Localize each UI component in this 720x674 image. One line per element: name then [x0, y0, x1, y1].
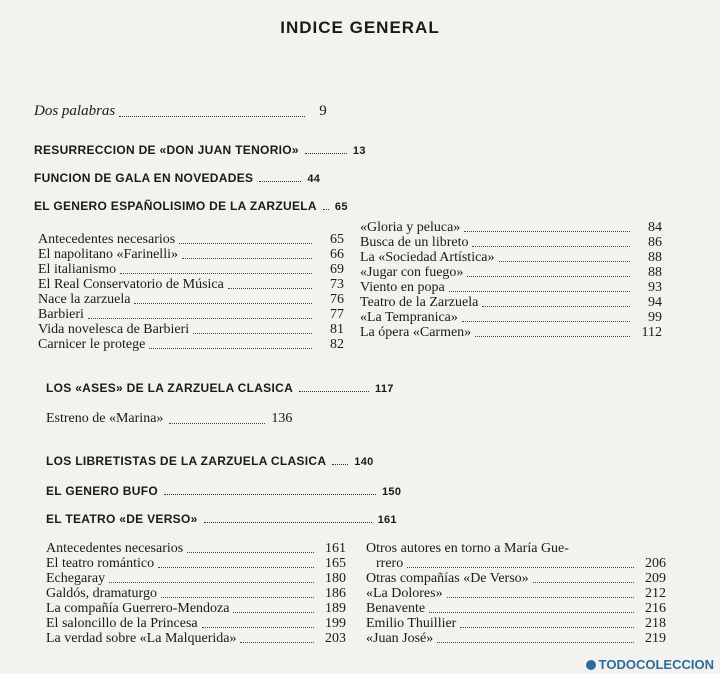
zarzuela-right-list: [360, 220, 662, 340]
ases-entry: [46, 411, 292, 427]
list-item: El italianismo 69: [38, 262, 344, 277]
list-item: Otros autores en torno a María Gue-: [366, 541, 569, 556]
intro-entry: [34, 103, 334, 120]
list-item: Vida novelesca de Barbieri 81: [38, 322, 344, 337]
list-item: Viento en popa 93: [360, 280, 662, 295]
section-heading: [34, 199, 348, 213]
list-item: Antecedentes necesarios 161: [46, 541, 346, 556]
section-label: FUNCION DE GALA EN NOVEDADES: [34, 171, 254, 185]
section-heading: [34, 171, 320, 185]
list-item: Antecedentes necesarios 65: [38, 232, 344, 247]
list-item: «La Dolores» 212: [366, 586, 666, 601]
section-heading: [46, 484, 401, 498]
watermark-logo: TODOCOLECCION: [586, 657, 714, 672]
verso-left-list: [46, 541, 346, 646]
list-item: El saloncillo de la Princesa 199: [46, 616, 346, 631]
leader-dots: [332, 464, 348, 465]
list-item: El Real Conservatorio de Música 73: [38, 277, 344, 292]
section-heading: [46, 381, 394, 395]
leader-dots: [169, 423, 265, 424]
leader-dots: [204, 522, 372, 523]
section-heading: [46, 512, 397, 526]
page-title: INDICE GENERAL: [280, 18, 440, 37]
list-item: Otras compañías «De Verso» 209: [366, 571, 666, 586]
section-page: 117: [375, 383, 394, 395]
leader-dots: [119, 115, 305, 117]
section-page: 65: [334, 201, 348, 213]
leader-dots: [259, 181, 301, 182]
list-item: «Jugar con fuego» 88: [360, 265, 662, 280]
list-item: Teatro de la Zarzuela 94: [360, 295, 662, 310]
list-item: Galdós, dramaturgo 186: [46, 586, 346, 601]
entry-label: Estreno de «Marina»: [46, 411, 164, 426]
list-item: El teatro romántico 165: [46, 556, 346, 571]
section-label: EL TEATRO «DE VERSO»: [46, 512, 198, 526]
section-label: EL GENERO BUFO: [46, 484, 158, 498]
entry-page: 136: [271, 411, 293, 426]
list-item: La verdad sobre «La Malquerida» 203: [46, 631, 346, 646]
list-item: rrero 206: [376, 556, 666, 571]
list-item: Busca de un libreto 86: [360, 235, 662, 250]
verso-right-list: [366, 541, 666, 646]
list-item: Carnicer le protege 82: [38, 337, 344, 352]
list-item: Emilio Thuillier 218: [366, 616, 666, 631]
leader-dots: [305, 153, 347, 154]
list-item: «Gloria y peluca» 84: [360, 220, 662, 235]
section-page: 13: [352, 145, 366, 157]
section-label: EL GENERO ESPAÑOLISIMO DE LA ZARZUELA: [34, 199, 317, 213]
leader-dots: [323, 209, 329, 210]
zarzuela-left-list: [38, 232, 344, 352]
list-item: La ópera «Carmen» 112: [360, 325, 662, 340]
logo-dot-icon: [586, 660, 596, 670]
section-label: LOS LIBRETISTAS DE LA ZARZUELA CLASICA: [46, 454, 327, 468]
leader-dots: [164, 494, 376, 495]
list-item: El napolitano «Farinelli» 66: [38, 247, 344, 262]
list-item: «Juan José» 219: [366, 631, 666, 646]
section-page: 44: [307, 173, 321, 185]
list-item: Nace la zarzuela 76: [38, 292, 344, 307]
section-heading: [34, 143, 366, 157]
leader-dots: [299, 391, 369, 392]
section-page: 150: [382, 486, 402, 498]
list-item: Benavente 216: [366, 601, 666, 616]
section-heading: [46, 454, 374, 468]
section-label: LOS «ASES» DE LA ZARZUELA CLASICA: [46, 381, 294, 395]
intro-page: 9: [319, 103, 327, 119]
list-item: La «Sociedad Artística» 88: [360, 250, 662, 265]
list-item: «La Tempranica» 99: [360, 310, 662, 325]
section-label: RESURRECCION DE «DON JUAN TENORIO»: [34, 143, 299, 157]
intro-label: Dos palabras: [34, 103, 116, 119]
section-page: 161: [377, 514, 397, 526]
list-item: La compañía Guerrero-Mendoza 189: [46, 601, 346, 616]
section-page: 140: [354, 456, 374, 468]
list-item: Barbieri 77: [38, 307, 344, 322]
list-item: Echegaray 180: [46, 571, 346, 586]
